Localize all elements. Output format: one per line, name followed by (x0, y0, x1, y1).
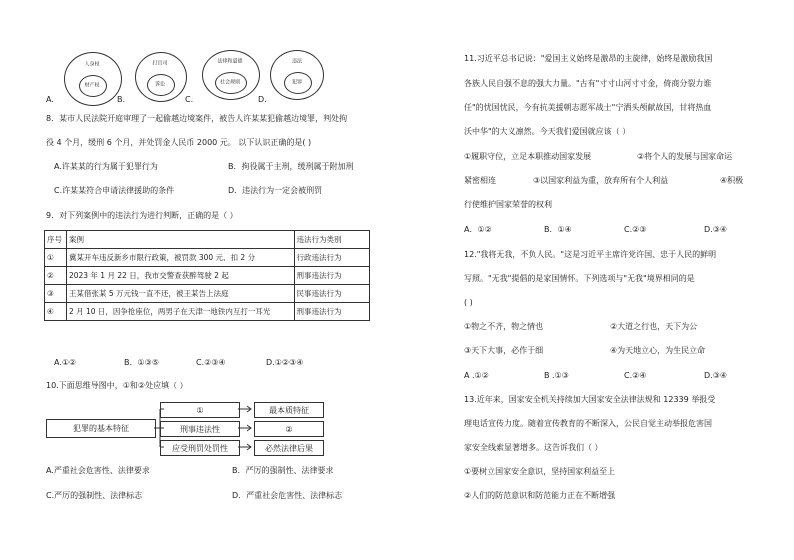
table-cell: 王某借张某 5 万元钱一直不还，被王某告上法庭 (66, 285, 294, 303)
q8-stem-line-1: 8．某市人民法院开庭审理了一起偷越边境案件，被告人许某某犯偷越边境罪，判处拘 (46, 114, 348, 123)
q9-option-a: A.①② (54, 358, 77, 367)
q7-d-inner-label: 犯罪 (291, 79, 303, 86)
table-header-row (45, 231, 370, 249)
q11-statement-3: ③以国家利益为重，放弃所有个人利益 (533, 176, 669, 185)
table-cell: 2 月 10 日，因争抢座位，两男子在天津一地铁内互打一耳光 (66, 303, 294, 321)
q11-statement-1: ①履职守位，立足本职推动国家发展 (464, 152, 592, 161)
table-cell: 冀某开车违反新乡市限行政策，被罚款 300 元、扣 2 分 (66, 249, 294, 267)
q8-option-b: B．拘役属于主刑，缓刑属于附加刑 (228, 162, 354, 171)
q7-option-a-label: A. (46, 95, 54, 104)
q11-option-c: C.②③ (624, 225, 647, 234)
q11-option-b: B．①④ (544, 225, 572, 234)
q12-statement-2: ②大道之行也，天下为公 (610, 322, 698, 331)
table-cell: 行政违法行为 (294, 249, 369, 267)
q11-statement-2-cont: 紧密相连 (464, 176, 496, 185)
q8-stem-line-2: 役 4 个月，缓刑 6 个月，并处罚金人民币 2000 元。 以下认识正确的是( ) (46, 138, 312, 147)
q7-option-c-label: C. (185, 95, 194, 104)
q12-option-a: A .①② (464, 371, 489, 380)
q13-statement-2: ②人们的防范意识和防范能力正在不断增强 (464, 491, 616, 500)
mindmap-root-box: 犯罪的基本特征 (46, 419, 156, 438)
table-cell: ② (45, 267, 67, 285)
q11-statement-4-cont: 行使维护国家荣誉的权利 (464, 200, 552, 209)
q11-statement-2: ②将个人的发展与国家命运 (637, 152, 733, 161)
table-row (45, 267, 370, 285)
table-cell: ① (45, 249, 67, 267)
q7-option-d-label: D. (258, 95, 267, 104)
q12-stem-line-2: 写照。"无我"提倡的是家国情怀。下列选项与"无我"境界相同的是 (464, 274, 695, 283)
mindmap-blank-1-box: ① (160, 402, 240, 418)
q11-stem-line-3: 任"的忧国忧民，今有抗美援朝志愿军战士"宁洒头颅献故国，甘将热血 (464, 103, 712, 112)
q12-option-b: B .①③ (544, 371, 569, 380)
q12-option-d: D.③④ (704, 371, 728, 380)
q11-option-d: D.③④ (704, 225, 728, 234)
q7-c-outer-label: 法律和道德 (217, 58, 243, 65)
q12-statement-1: ①物之不齐，物之情也 (464, 322, 544, 331)
q9-option-c: C.②③④ (196, 358, 226, 367)
q10-option-b: B．严厉的强制性、法律要求 (232, 466, 334, 475)
q7-c-inner-label: 社会规则 (219, 79, 241, 86)
q10-option-c: C.严厉的强制性、法律标志 (46, 491, 143, 500)
q11-stem-line-1: 11.习近平总书记说："爱国主义始终是激昂的主旋律，始终是激励我国 (464, 54, 713, 63)
q12-statement-4: ④为天地立心，为生民立命 (610, 346, 706, 355)
q9-stem: 9．对下列案例中的违法行为进行判断，正确的是（ ） (46, 211, 238, 220)
table-row (45, 303, 370, 321)
mindmap-blank-2-box: ② (254, 421, 324, 437)
table-cell: ④ (45, 303, 67, 321)
q7-a-outer-label: 人身权 (84, 61, 100, 68)
q11-stem-line-4: 沃中华"的大义凛然。今天我们爱国就应该（ ） (464, 127, 631, 136)
q9-table (44, 230, 370, 321)
q12-option-c: C.②④ (624, 371, 647, 380)
table-cell: ③ (45, 285, 67, 303)
q7-b-outer-label: 打官司 (152, 60, 168, 67)
mindmap-arrows (238, 402, 254, 456)
q7-option-b-label: B. (117, 95, 126, 104)
q10-stem: 10.下面思维导图中，①和②处应填（ ） (46, 381, 188, 390)
q13-stem-line-1: 13.近年来，国家安全机关持续加大国家安全法律法规和 12339 举报受 (464, 395, 716, 404)
table-cell: 刑事违法行为 (294, 267, 369, 285)
q12-stem-line-1: 12."我将无我，不负人民。"这是习近平主席许党许国、忠于人民的鲜明 (464, 250, 717, 259)
q11-option-a: A．①② (464, 225, 492, 234)
mindmap-legal-consequence-box: 必然法律后果 (254, 440, 324, 456)
q11-stem-line-2: 各族人民自强不息的强大力量。"古有"寸寸山河寸寸金，倚商分裂力谁 (464, 79, 712, 88)
q8-option-d: D．违法行为一定会被刑罚 (228, 186, 323, 195)
q12-stem-line-3: ( ) (464, 298, 473, 307)
mindmap-punishability-box: 应受刑罚处罚性 (160, 440, 240, 456)
table-cell: 刑事违法行为 (294, 303, 369, 321)
q13-stem-line-2: 理电话宣传力度。随着宣传教育的不断深入，公民自觉主动举报危害国 (464, 419, 712, 428)
mindmap-criminal-illegality-box: 刑事违法性 (160, 421, 240, 437)
table-row (45, 249, 370, 267)
table-row (45, 285, 370, 303)
table-header-cell: 违法行为类别 (294, 231, 369, 249)
table-cell: 民事违法行为 (294, 285, 369, 303)
mindmap-most-essential-box: 最本质特征 (254, 402, 324, 418)
q11-statement-4: ④积极 (720, 176, 744, 185)
q8-option-c: C.许某某符合申请法律援助的条件 (54, 186, 175, 195)
q8-option-a: A.许某某的行为属于犯罪行为 (54, 162, 158, 171)
table-header-cell: 序号 (45, 231, 67, 249)
q10-option-d: D．严重社会危害性、法律标志 (232, 491, 343, 500)
q12-statement-3: ③天下大事，必作于细 (464, 346, 544, 355)
q9-option-b: B．①③⑤ (124, 358, 160, 367)
q10-option-a: A.严重社会危害性、法律要求 (46, 466, 150, 475)
q13-statement-1: ①要树立国家安全意识，坚持国家利益至上 (464, 467, 616, 476)
table-header-cell: 案例 (66, 231, 294, 249)
table-cell: 2023 年 1 月 22 日，我市交警查获醉驾驶 2 起 (66, 267, 294, 285)
q7-d-outer-label: 违法 (291, 58, 303, 65)
q7-a-inner-label: 财产权 (84, 82, 100, 89)
q9-option-d: D.①②③④ (266, 358, 304, 367)
q13-stem-line-3: 家安全线索显著增多。这告诉我们（ ） (464, 443, 603, 452)
q7-b-inner-label: 诉讼 (154, 81, 166, 88)
